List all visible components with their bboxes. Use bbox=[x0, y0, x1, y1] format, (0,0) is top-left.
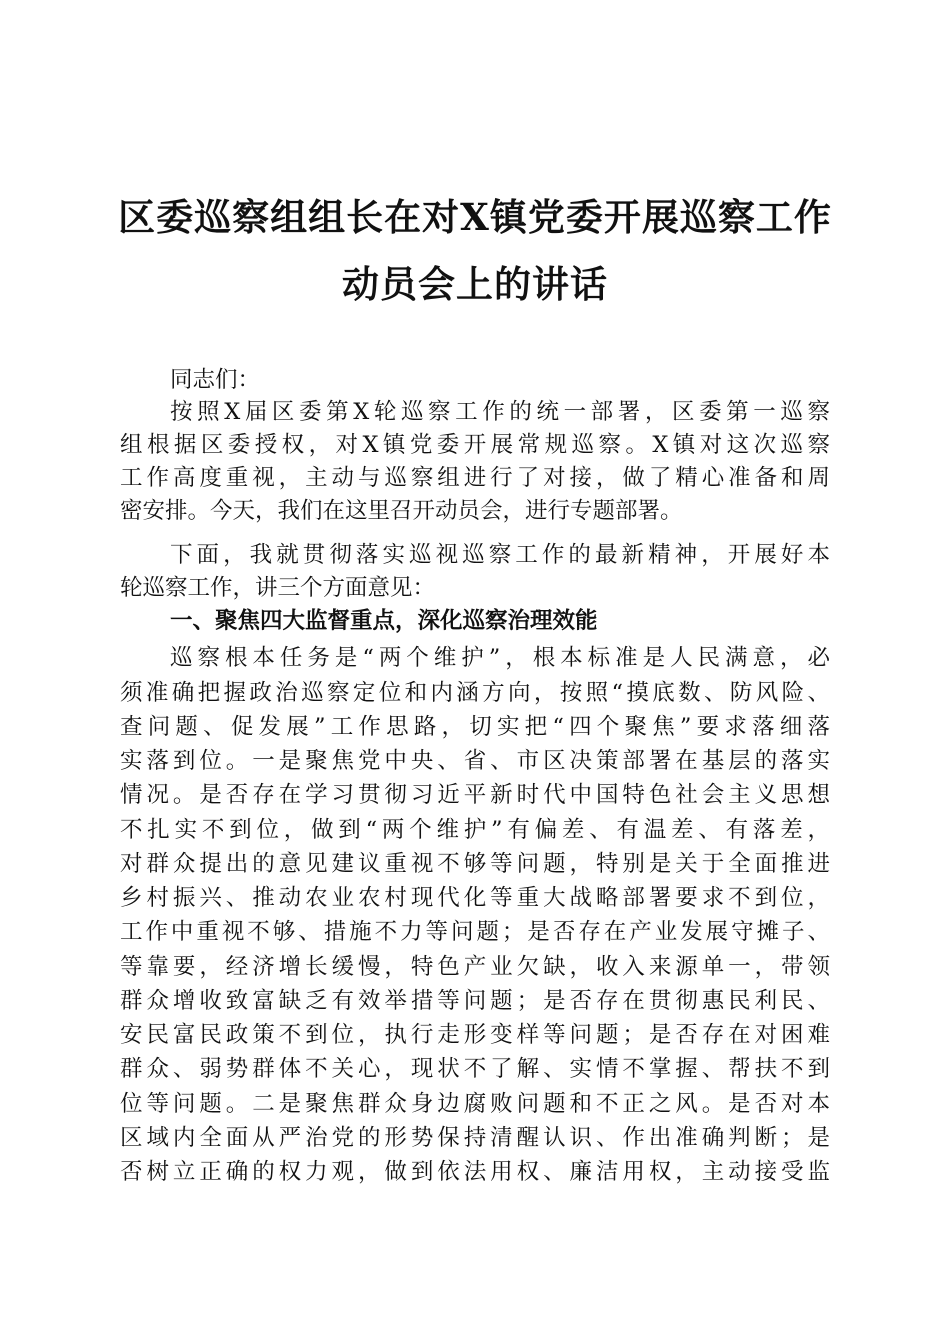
section-heading-1: 一、聚焦四大监督重点，深化巡察治理效能 bbox=[170, 608, 598, 634]
paragraph-3-line: 不扎实不到位，做到“两个维护”有偏差、有温差、有落差， bbox=[120, 817, 830, 843]
paragraph-3-line: 对群众提出的意见建议重视不够等问题，特别是关于全面推进 bbox=[120, 851, 830, 877]
paragraph-1-line: 按照X届区委第X轮巡察工作的统一部署，区委第一巡察 bbox=[170, 399, 830, 425]
salutation: 同志们： bbox=[170, 367, 261, 393]
paragraph-3-line: 区域内全面从严治党的形势保持清醒认识、作出准确判断；是 bbox=[120, 1125, 830, 1151]
paragraph-3-line: 查问题、促发展”工作思路，切实把“四个聚焦”要求落细落 bbox=[120, 714, 830, 740]
paragraph-3-line: 情况。是否存在学习贯彻习近平新时代中国特色社会主义思想 bbox=[120, 782, 830, 808]
paragraph-1-line: 密安排。今天，我们在这里召开动员会，进行专题部署。 bbox=[120, 498, 683, 524]
paragraph-1-line: 工作高度重视，主动与巡察组进行了对接，做了精心准备和周 bbox=[120, 465, 830, 491]
paragraph-2-line: 轮巡察工作，讲三个方面意见： bbox=[120, 575, 436, 601]
paragraph-3-line: 群众、弱势群体不关心，现状不了解、实情不掌握、帮扶不到 bbox=[120, 1056, 830, 1082]
paragraph-3-line: 须准确把握政治巡察定位和内涵方向，按照“摸底数、防风险、 bbox=[120, 680, 830, 706]
document-title-line-1: 区委巡察组组长在对X镇党委开展巡察工作 bbox=[118, 195, 832, 239]
paragraph-2-line: 下面，我就贯彻落实巡视巡察工作的最新精神，开展好本 bbox=[170, 542, 830, 568]
paragraph-3-line: 实落到位。一是聚焦党中央、省、市区决策部署在基层的落实 bbox=[120, 748, 830, 774]
document-title-line-2: 动员会上的讲话 bbox=[342, 262, 608, 306]
paragraph-3-line: 工作中重视不够、措施不力等问题；是否存在产业发展守摊子、 bbox=[120, 919, 830, 945]
paragraph-3-line: 等靠要，经济增长缓慢，特色产业欠缺，收入来源单一，带领 bbox=[120, 954, 830, 980]
paragraph-3-line: 安民富民政策不到位，执行走形变样等问题；是否存在对困难 bbox=[120, 1022, 830, 1048]
paragraph-3-line: 乡村振兴、推动农业农村现代化等重大战略部署要求不到位， bbox=[120, 885, 830, 911]
paragraph-3-line: 否树立正确的权力观，做到依法用权、廉洁用权，主动接受监 bbox=[120, 1159, 830, 1185]
paragraph-3-line: 巡察根本任务是“两个维护”，根本标准是人民满意，必 bbox=[170, 645, 830, 671]
paragraph-1-line: 组根据区委授权，对X镇党委开展常规巡察。X镇对这次巡察 bbox=[120, 432, 830, 458]
paragraph-3-line: 位等问题。二是聚焦群众身边腐败问题和不正之风。是否对本 bbox=[120, 1091, 830, 1117]
paragraph-3-line: 群众增收致富缺乏有效举措等问题；是否存在贯彻惠民利民、 bbox=[120, 988, 830, 1014]
